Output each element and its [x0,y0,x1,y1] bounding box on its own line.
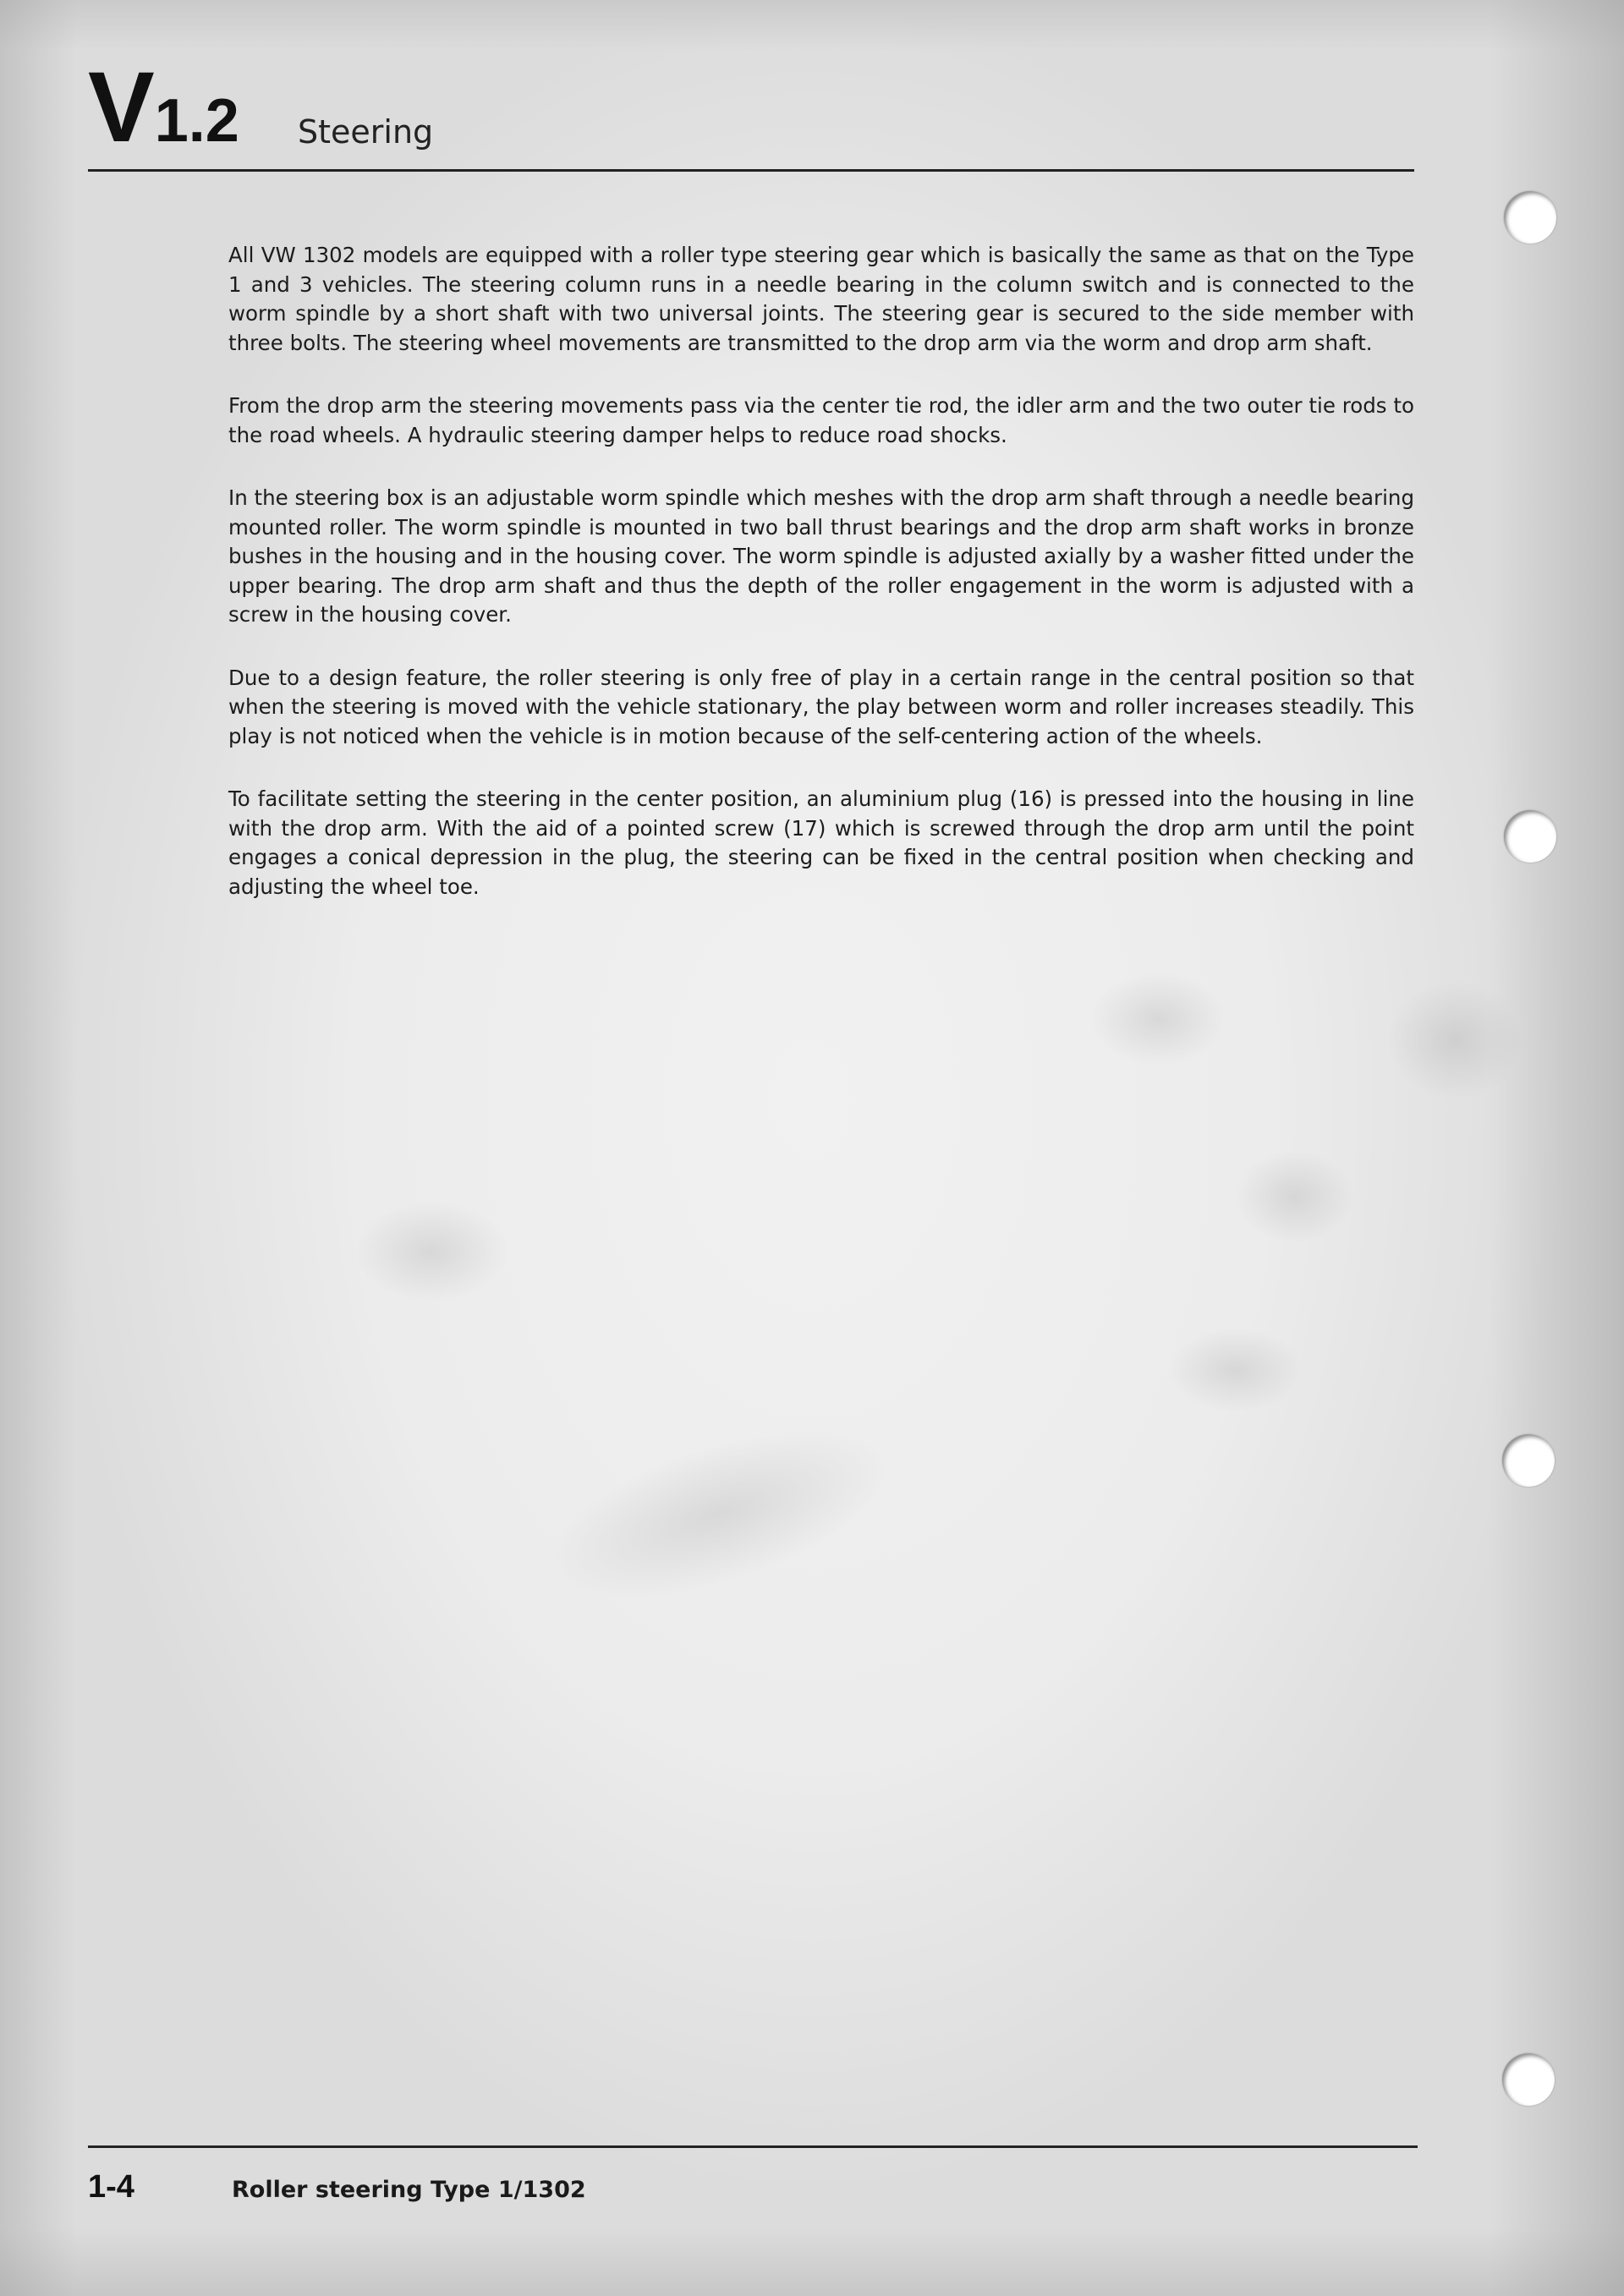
paragraph-steering-linkage: From the drop arm the steering movements pass via the center tie rod, the idler arm and the two outer tie rods to the road wheels. A hydraulic steering damper helps to reduce road shocks. [228,393,1414,447]
page-number: 1-4 [88,2169,134,2205]
header-divider [88,169,1414,172]
scan-edge-shadow-bottom [0,2228,1624,2296]
section-letter: V [88,52,153,163]
scan-edge-shadow-left [0,0,76,2296]
paragraph-center-position: To facilitate setting the steering in the center position, an aluminium plug (16) is pressed into the housing in line with the drop arm. With the aid of a pointed screw (17) which is screwed through the drop arm until the point engages a conical depression in the plug, the steering can be fixed in the central position when checking and adjusting the wheel toe. [228,786,1414,899]
paper-smudge [529,1395,909,1633]
paragraph-roller-play: Due to a design feature, the roller steering is only free of play in a certain range in the central position so that when the steering is moved with the vehicle stationary, the play between worm and roller increases steadily. This play is not noticed when the vehicle is in motion because of the self-centering action of the wheels. [228,665,1414,748]
scan-edge-shadow-right [1489,0,1624,2296]
footer-caption: Roller steering Type 1/1302 [232,2177,586,2203]
paper-smudge [1167,1328,1303,1412]
paper-smudge [1235,1150,1353,1243]
punch-hole [1502,2053,1555,2106]
section-number [88,52,239,163]
body-text [228,241,1414,935]
punch-hole [1504,810,1556,863]
scan-edge-shadow-top [0,0,1624,51]
footer-divider [88,2145,1418,2148]
paper-smudge [1091,973,1226,1066]
punch-hole [1502,1434,1555,1487]
paragraph-steering-box: In the steering box is an adjustable worm spindle which meshes with the drop arm shaft through a needle bearing mounted roller. The worm spindle is mounted in two ball thrust bearings and the drop arm shaft works in bronze bushes in the housing and in the housing cover. The worm spindle is adjusted axially by a washer fitted under the upper bearing. The drop arm shaft and thus the depth of the roller engagement in the worm is adjusted with a screw in the housing cover. [228,485,1415,627]
punch-hole [1504,191,1556,244]
paper-smudge [355,1201,508,1302]
section-digits: 1.2 [154,87,239,155]
section-title: Steering [298,113,434,151]
paragraph-steering-gear-overview: All VW 1302 models are equipped with a roller type steering gear which is basically the same as that on the Type 1 and 3 vehicles. The steering column runs in a needle bearing in the column switch and is connected to the worm spindle by a short shaft with two universal joints. The steering gear is secured to the side member with three bolts. The steering wheel movements are transmitted to the drop arm via the worm and drop arm shaft. [228,243,1414,355]
